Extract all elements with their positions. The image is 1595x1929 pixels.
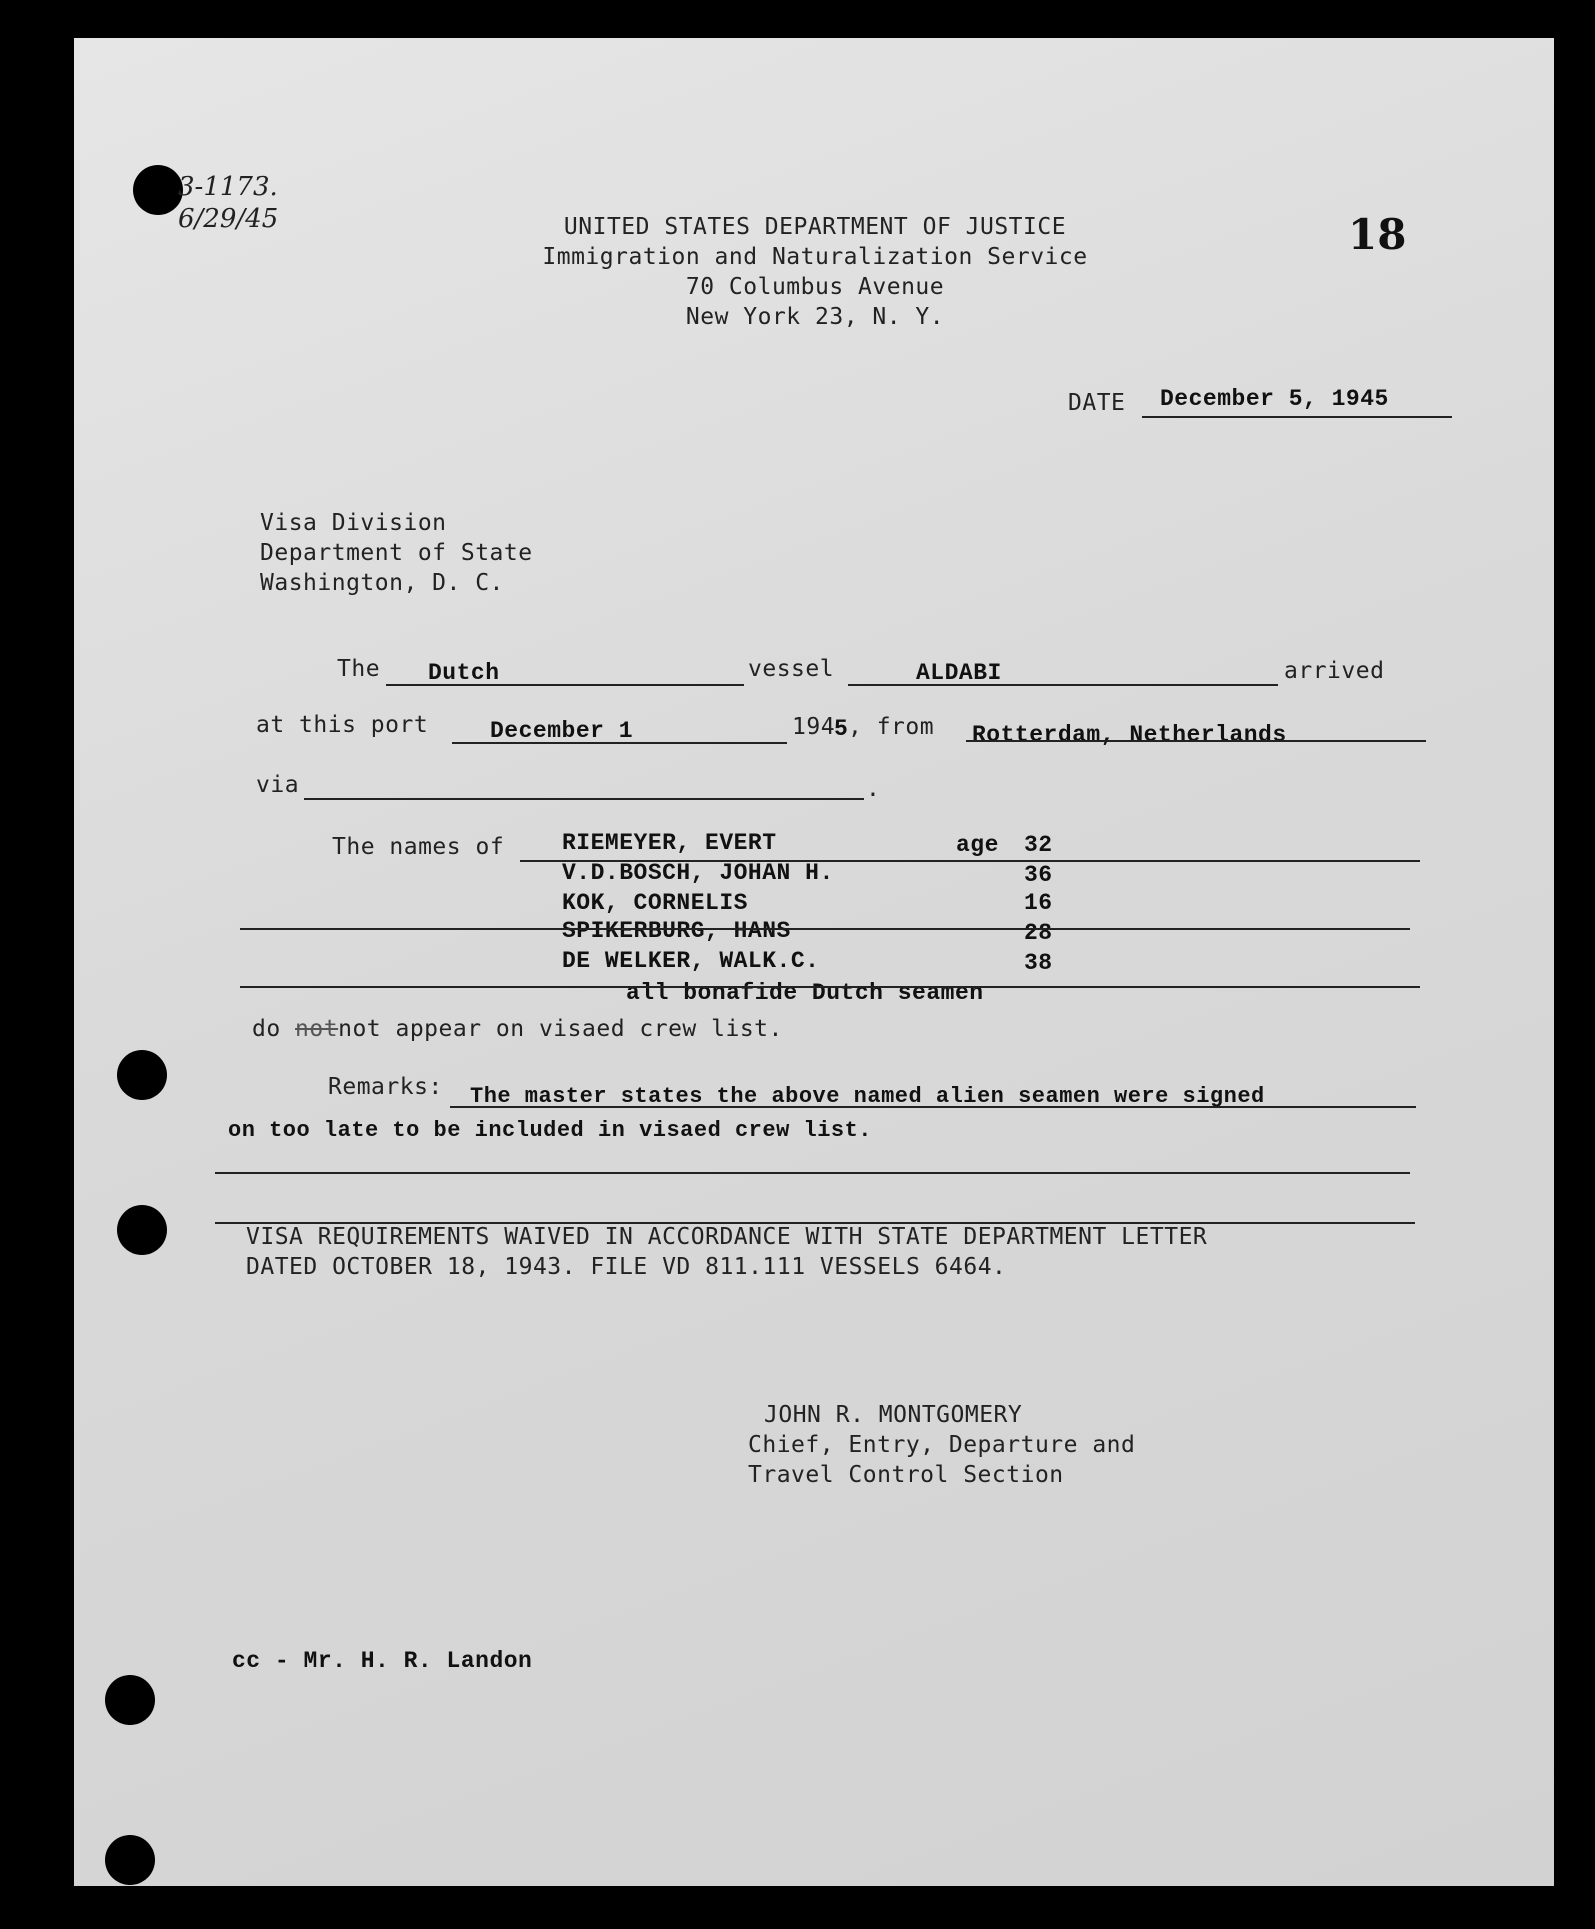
crew-name: SPIKERBURG, HANS — [562, 918, 791, 944]
signer-name: JOHN R. MONTGOMERY — [764, 1402, 1023, 1428]
crew-name: RIEMEYER, EVERT — [562, 830, 777, 856]
waiver-line-1: VISA REQUIREMENTS WAIVED IN ACCORDANCE WITH STATE DEPARTMENT LETTER — [246, 1224, 1208, 1250]
carbon-copy: cc - Mr. H. R. Landon — [232, 1648, 533, 1674]
names-underline-3 — [240, 986, 1420, 988]
date-underline — [1142, 416, 1452, 418]
waiver-statement — [246, 1222, 1207, 1282]
appear-struck: not — [295, 1016, 339, 1042]
vessel-name: ALDABI — [916, 660, 1002, 686]
crew-age: 32 — [1024, 832, 1053, 858]
remarks-label: Remarks: — [328, 1074, 443, 1100]
waiver-line-2: DATED OCTOBER 18, 1943. FILE VD 811.111 VESSELS 6464. — [246, 1254, 1007, 1280]
appear-prefix: do — [252, 1016, 296, 1042]
appear-rest: not appear on visaed crew list. — [338, 1016, 783, 1042]
names-label: The names of — [332, 834, 505, 860]
via-underline — [304, 798, 864, 800]
nationality-underline — [386, 684, 744, 686]
punch-hole — [105, 1835, 155, 1885]
date-value: December 5, 1945 — [1160, 386, 1389, 412]
via-label: via — [256, 772, 300, 798]
punch-hole — [133, 165, 183, 215]
crew-age: 38 — [1024, 950, 1053, 976]
appear-statement — [252, 1016, 783, 1042]
crew-age: 28 — [1024, 920, 1053, 946]
origin-underline — [966, 740, 1426, 742]
signer-title-2: Travel Control Section — [748, 1462, 1064, 1488]
signature-block — [748, 1400, 1135, 1490]
remarks-line-1: The master states the above named alien seamen were signed — [470, 1084, 1265, 1109]
names-underline-2 — [240, 928, 1410, 930]
remarks-underline-1 — [450, 1106, 1416, 1108]
arrived-label: arrived — [1284, 658, 1385, 684]
header-city: New York 23, N. Y. — [685, 304, 945, 330]
from-label: , from — [848, 714, 935, 740]
via-period: . — [866, 776, 881, 802]
recipient-address — [260, 508, 533, 598]
punch-hole — [105, 1675, 155, 1725]
crew-note: all bonafide Dutch seamen — [626, 980, 984, 1006]
signer-title-1: Chief, Entry, Departure and — [748, 1432, 1136, 1458]
vessel-the-label: The — [337, 656, 381, 682]
header-department: UNITED STATES DEPARTMENT OF JUSTICE — [563, 214, 1067, 240]
agency-header — [490, 212, 1140, 332]
remarks-line-2: on too late to be included in visaed crew list. — [228, 1118, 873, 1143]
file-note-number: 3-1173. — [178, 172, 278, 202]
punch-hole — [117, 1205, 167, 1255]
page-number: 18 — [1348, 210, 1407, 259]
recipient-division: Visa Division — [260, 510, 447, 536]
year-suffix: 5 — [834, 716, 849, 742]
age-label: age — [956, 832, 999, 858]
remarks-underline-2 — [215, 1172, 1410, 1174]
at-port-label: at this port — [256, 712, 429, 738]
crew-name: KOK, CORNELIS — [562, 890, 748, 916]
punch-hole — [117, 1050, 167, 1100]
crew-age: 16 — [1024, 890, 1053, 916]
names-underline-1 — [520, 860, 1420, 862]
vessel-label: vessel — [748, 656, 835, 682]
recipient-city: Washington, D. C. — [260, 570, 504, 596]
vessel-nationality: Dutch — [428, 660, 500, 686]
file-note-date: 6/29/45 — [178, 204, 279, 234]
year-prefix: 194 — [792, 714, 836, 740]
crew-name: V.D.BOSCH, JOHAN H. — [562, 860, 834, 886]
vessel-name-underline — [848, 684, 1278, 686]
crew-name: DE WELKER, WALK.C. — [562, 948, 820, 974]
crew-age: 36 — [1024, 862, 1053, 888]
origin-port: Rotterdam, Netherlands — [972, 722, 1287, 748]
date-label: DATE — [1068, 390, 1126, 416]
arrival-date: December 1 — [490, 718, 634, 744]
header-service: Immigration and Naturalization Service — [542, 244, 1088, 270]
arrival-date-underline — [452, 742, 787, 744]
recipient-department: Department of State — [260, 540, 533, 566]
header-street: 70 Columbus Avenue — [685, 274, 945, 300]
